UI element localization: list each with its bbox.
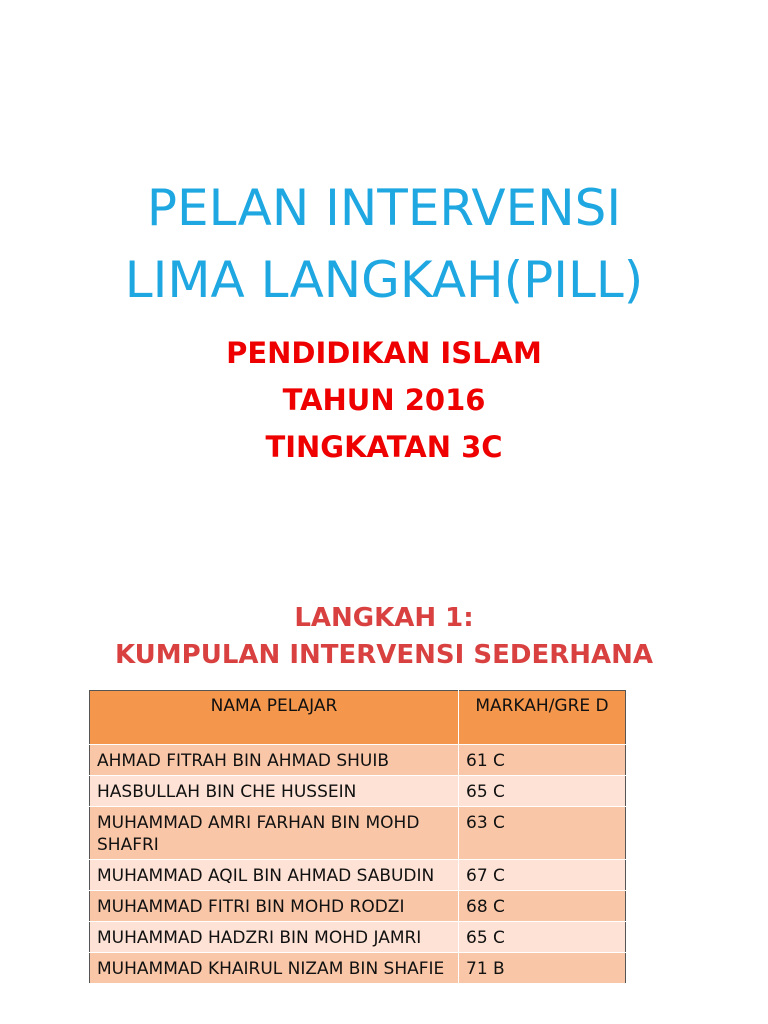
student-score-cell: 67 C <box>459 860 626 891</box>
table-row <box>90 745 626 776</box>
student-marks-table <box>89 690 626 984</box>
student-name-cell: MUHAMMAD AMRI FARHAN BIN MOHD SHAFRI <box>90 807 459 860</box>
table-row <box>90 953 626 984</box>
step-title: KUMPULAN INTERVENSI SEDERHANA <box>114 640 653 670</box>
table-row <box>90 807 626 860</box>
year-label: TAHUN 2016 <box>282 383 486 417</box>
column-header-name: NAMA PELAJAR <box>90 691 459 745</box>
student-score-cell: 71 B <box>459 953 626 984</box>
class-label: TINGKATAN 3C <box>265 430 503 464</box>
column-header-score: MARKAH/GRE D <box>459 691 626 745</box>
step-heading <box>0 600 768 674</box>
table-row <box>90 922 626 953</box>
student-score-cell: 65 C <box>459 776 626 807</box>
student-score-cell: 63 C <box>459 807 626 860</box>
student-name-cell: MUHAMMAD FITRI BIN MOHD RODZI <box>90 891 459 922</box>
student-name-cell: AHMAD FITRAH BIN AHMAD SHUIB <box>90 745 459 776</box>
student-score-cell: 61 C <box>459 745 626 776</box>
student-name-cell: MUHAMMAD AQIL BIN AHMAD SABUDIN <box>90 860 459 891</box>
slide-title-line-1: PELAN INTERVENSI <box>146 179 622 237</box>
student-score-cell: 68 C <box>459 891 626 922</box>
table-header-row <box>90 691 626 745</box>
step-number: LANGKAH 1: <box>294 603 474 633</box>
table-row <box>90 860 626 891</box>
slide-title-line-2: LIMA LANGKAH(PILL) <box>124 251 644 309</box>
table-row <box>90 776 626 807</box>
student-score-cell: 65 C <box>459 922 626 953</box>
table-row <box>90 891 626 922</box>
student-name-cell: HASBULLAH BIN CHE HUSSEIN <box>90 776 459 807</box>
slide-subtitle <box>0 330 768 471</box>
student-name-cell: MUHAMMAD KHAIRUL NIZAM BIN SHAFIE <box>90 953 459 984</box>
subject-label: PENDIDIKAN ISLAM <box>226 336 542 370</box>
student-name-cell: MUHAMMAD HADZRI BIN MOHD JAMRI <box>90 922 459 953</box>
slide-title <box>0 172 768 316</box>
